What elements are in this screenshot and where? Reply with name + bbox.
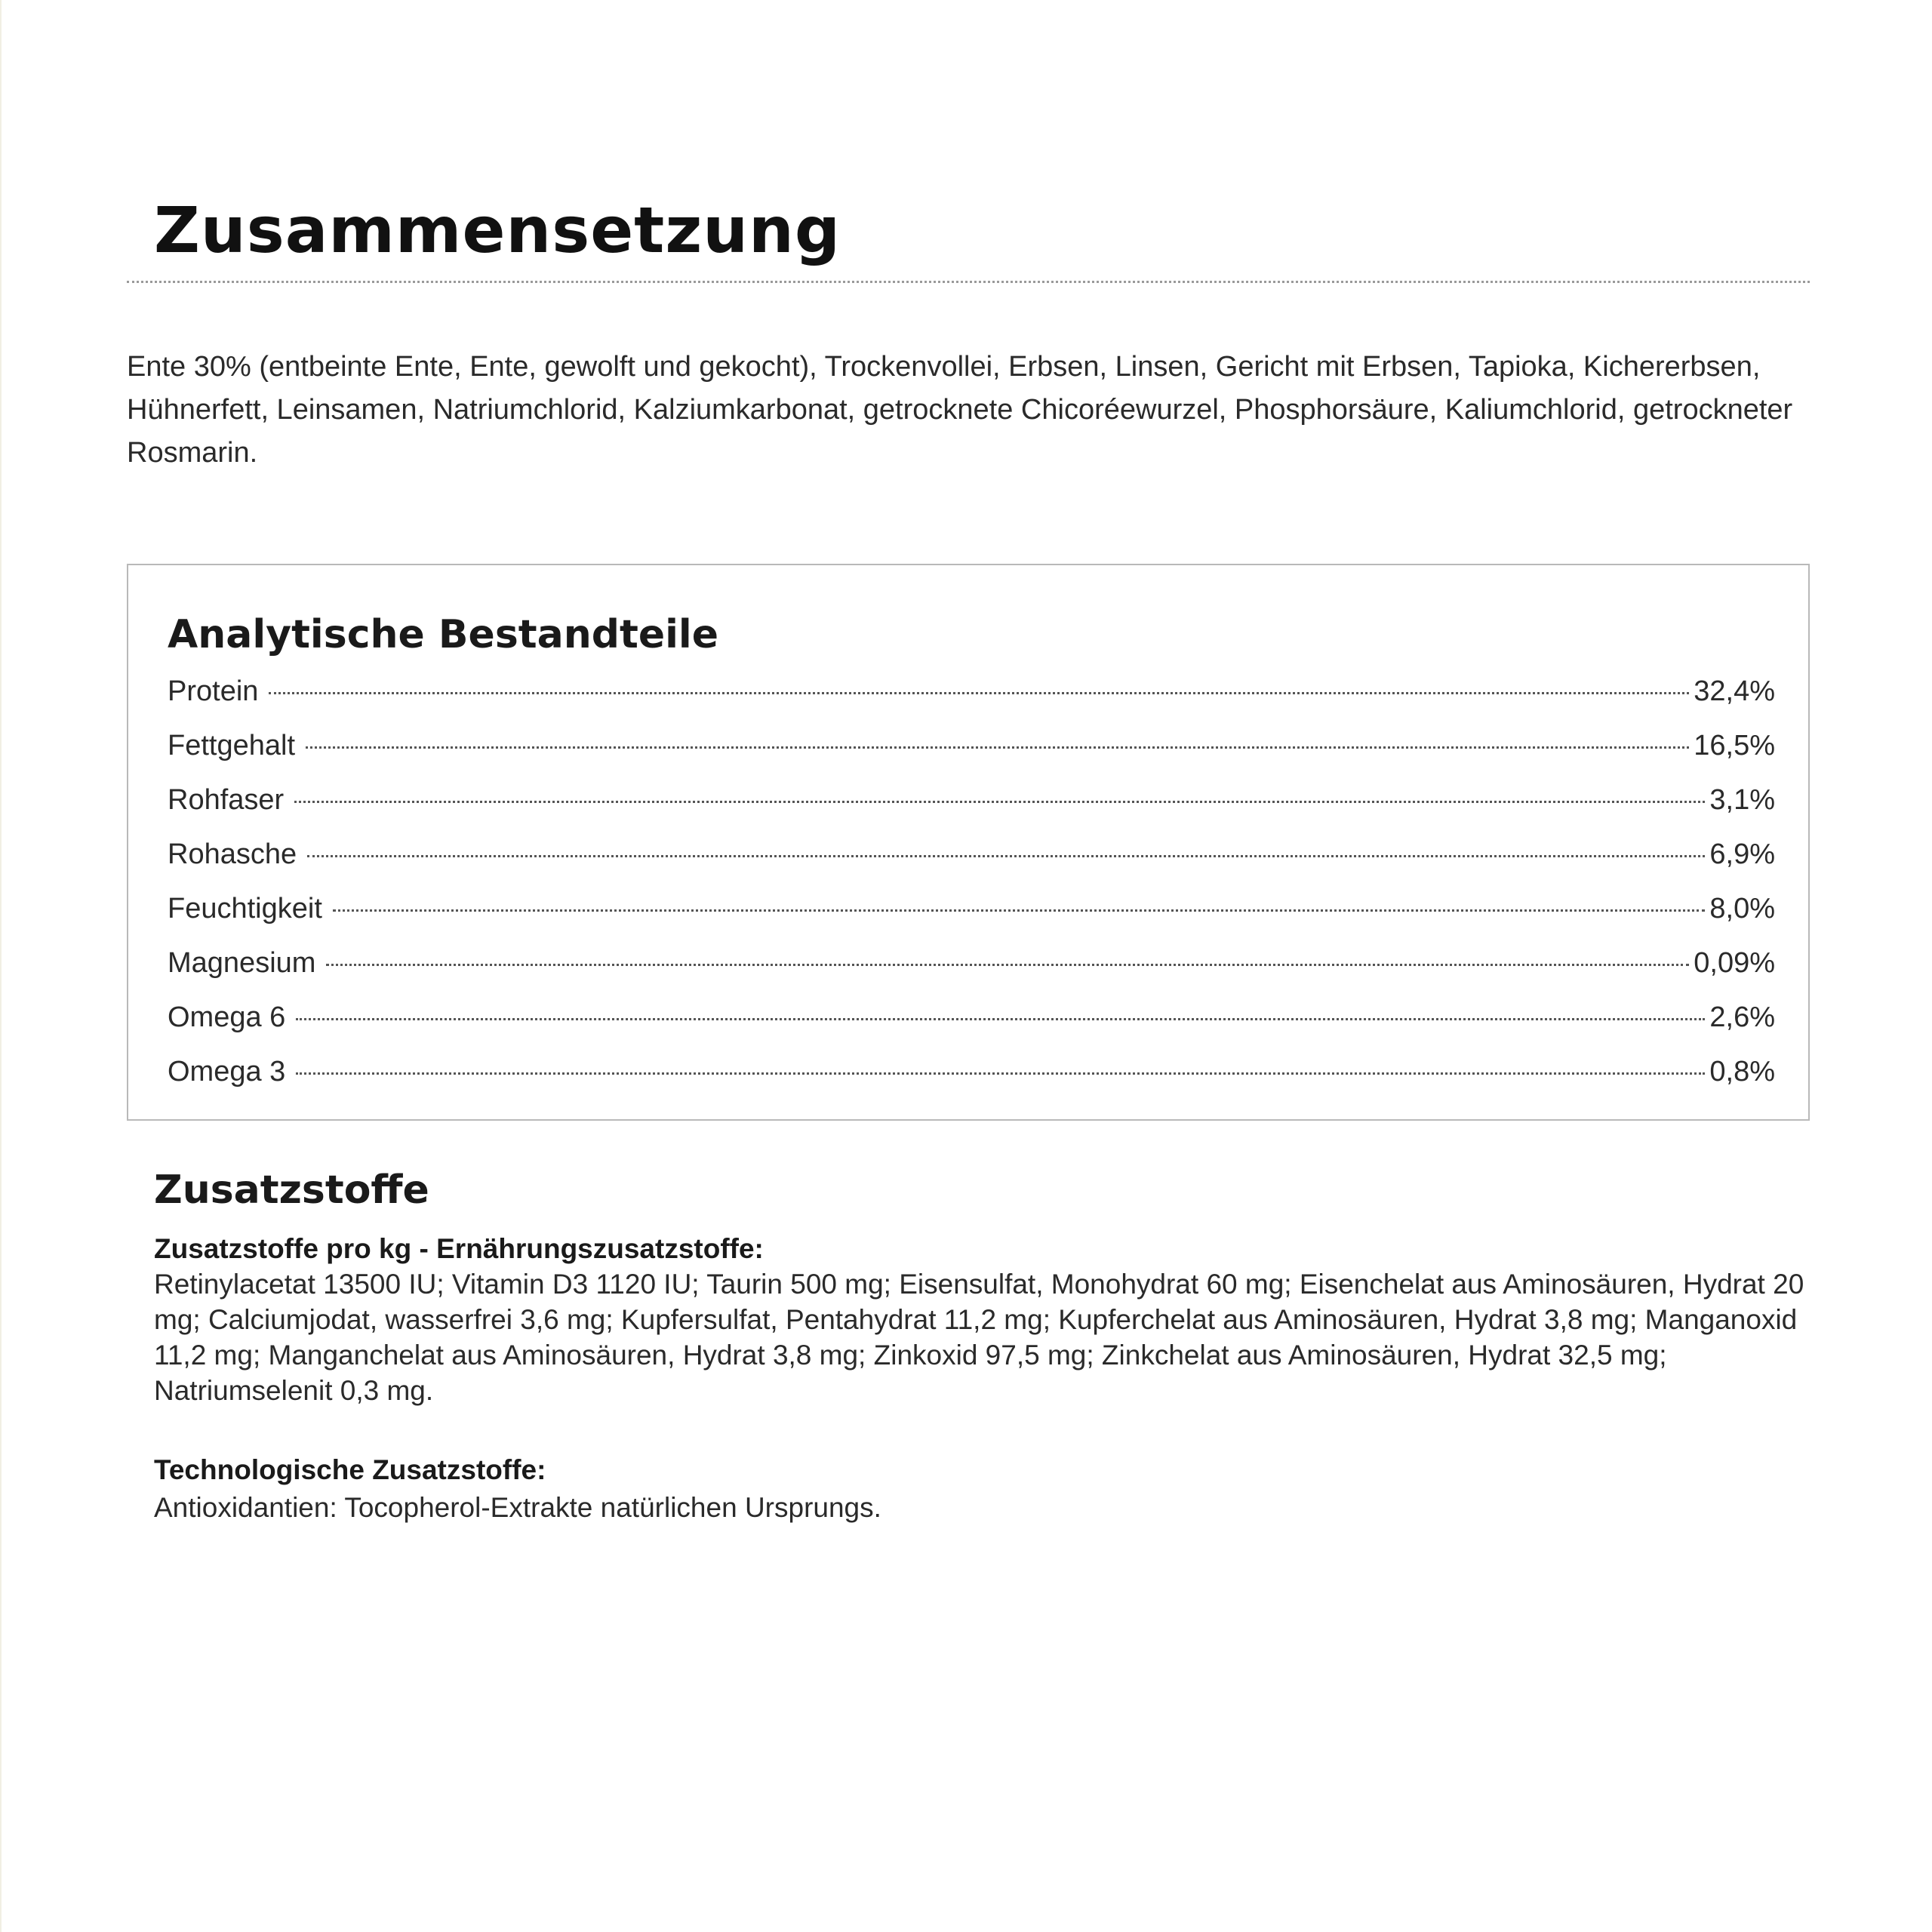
nutrient-value: 3,1% [1709,784,1775,816]
nutrient-name: Omega 3 [168,1056,286,1088]
nutrient-name: Protein [168,675,259,707]
dot-leader [326,964,1689,966]
nutrient-value: 8,0% [1709,893,1775,924]
technological-additives-text: Antioxidantien: Tocopherol-Extrakte natürlichen Ursprungs. [154,1492,881,1523]
nutrient-row-rohfaser [168,781,1775,835]
nutrient-row-feuchtigkeit [168,890,1775,944]
nutrient-row-protein [168,672,1775,727]
nutrient-row-omega-3 [168,1053,1775,1107]
nutrient-row-magnesium [168,944,1775,998]
nutrient-name: Magnesium [168,947,316,979]
dot-leader [296,1018,1705,1020]
analytical-constituents-box [127,564,1810,1121]
nutrient-value: 6,9% [1709,838,1775,870]
nutrient-name: Feuchtigkeit [168,893,322,924]
nutrient-name: Rohasche [168,838,297,870]
nutrient-value: 16,5% [1694,730,1775,761]
nutrient-row-omega-6 [168,998,1775,1053]
title-divider [127,281,1810,283]
dot-leader [307,855,1705,857]
nutrient-value: 0,09% [1694,947,1775,979]
nutritional-additives-heading: Zusatzstoffe pro kg - Ernährungszusatzstoffe: [154,1233,764,1264]
nutrient-name: Omega 6 [168,1001,286,1033]
ingredients-text: Ente 30% (entbeinte Ente, Ente, gewolft und gekocht), Trockenvollei, Erbsen, Linsen, Gericht mit Erbsen, Tapioka, Kichererbsen, Hühnerfett, Leinsamen, Natriumchlorid, Kalziumkarbonat, getrocknete Chicoréewurzel, Phosphorsäure, Kaliumchlorid, getrockneter Rosmarin. [127,351,1793,469]
analytical-title: Analytische Bestandteile [168,612,719,657]
dot-leader [306,746,1689,749]
dot-leader [269,692,1689,694]
nutrient-value: 32,4% [1694,675,1775,707]
nutrient-name: Fettgehalt [168,730,295,761]
nutrient-row-rohasche [168,835,1775,890]
technological-additives-heading: Technologische Zusatzstoffe: [154,1454,546,1485]
nutrient-row-fettgehalt [168,727,1775,781]
nutrient-value: 2,6% [1709,1001,1775,1033]
nutritional-additives-text: Retinylacetat 13500 IU; Vitamin D3 1120 IU; Taurin 500 mg; Eisensulfat, Monohydrat 60 mg; Eisenchelat aus Aminosäuren, Hydrat 20 mg; Calciumjodat, wasserfrei 3,6 mg; Kupfersulfat, Pentahydrat 11,2 mg; Kupferchelat aus Aminosäuren, Hydrat 3,8 mg; Manganoxid 11,2 mg; Manganchelat aus Aminosäuren, Hydrat 3,8 mg; Zinkoxid 97,5 mg; Zinkchelat aus Aminosäuren, Hydrat 32,5 mg; Natriumselenit 0,3 mg. [154,1269,1804,1406]
dot-leader [296,1072,1705,1075]
nutrient-name: Rohfaser [168,784,285,816]
dot-leader [294,801,1705,803]
composition-title: Zusammensetzung [154,193,841,267]
dot-leader [333,909,1705,912]
additives-title: Zusatzstoffe [154,1168,429,1213]
nutrient-value: 0,8% [1709,1056,1775,1088]
analytical-list [168,672,1775,1107]
